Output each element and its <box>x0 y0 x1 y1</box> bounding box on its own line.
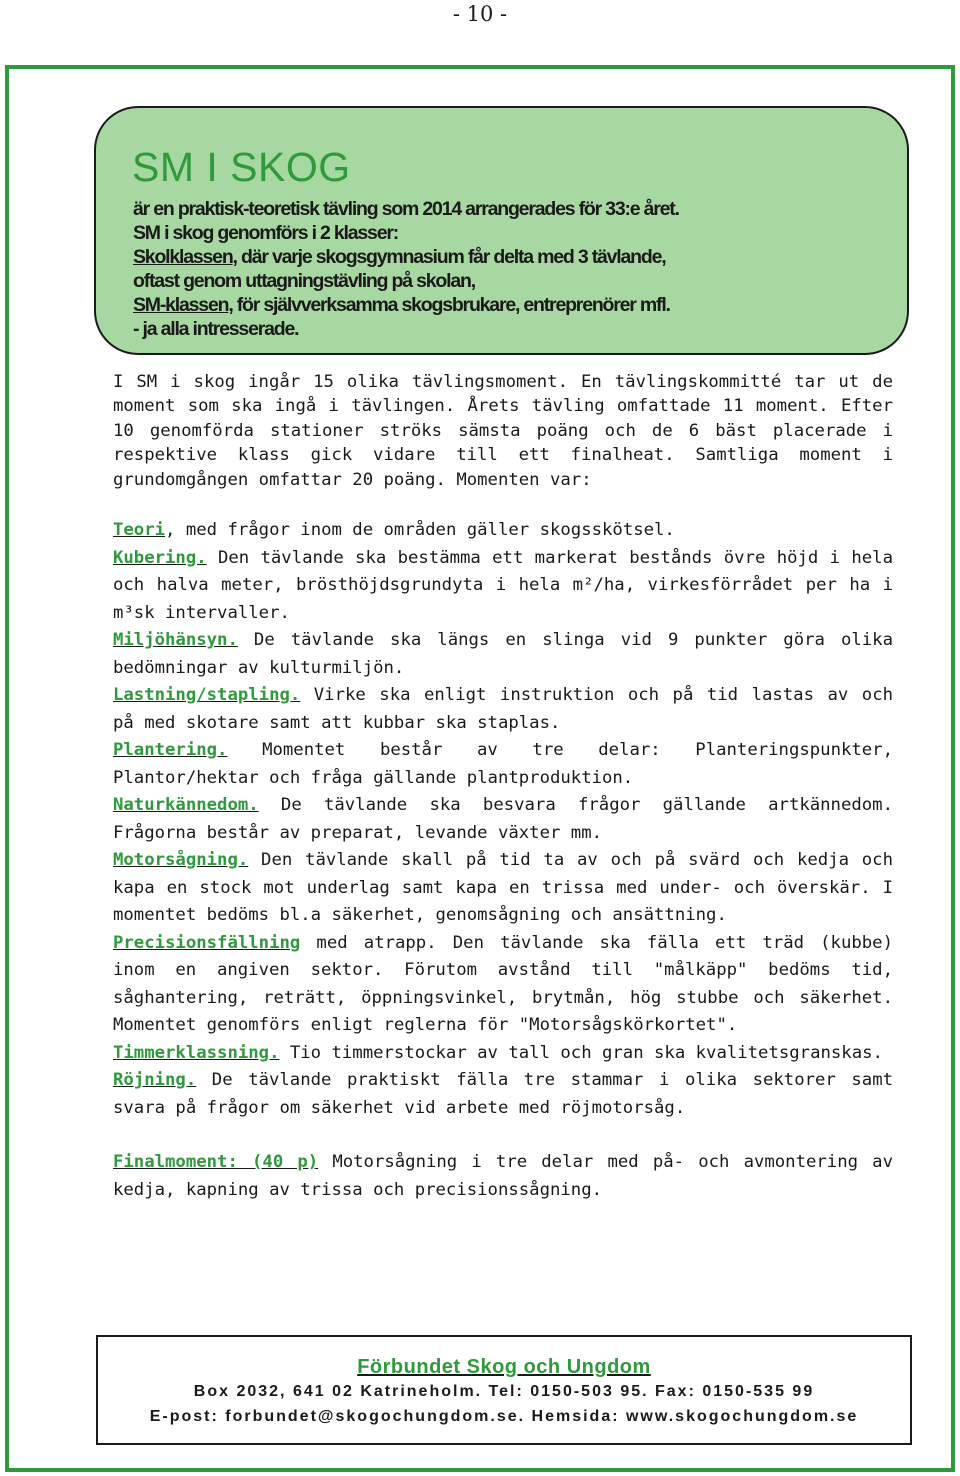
header-line-2: SM i skog genomförs i 2 klasser: <box>133 222 399 244</box>
moment-planting <box>113 737 893 792</box>
moment-scaling <box>113 545 893 628</box>
moment-text: Momentet består av tre delar: Planteringspunkter, Plantor/hektar och fråga gällande plantproduktion. <box>113 740 893 788</box>
moment-chainsaw <box>113 847 893 930</box>
moment-label: Precisionsfällning <box>113 932 301 953</box>
moment-text: Tio timmerstockar av tall och gran ska kvalitetsgranskas. <box>279 1042 883 1063</box>
moment-list <box>113 517 893 1122</box>
moment-text: , med frågor inom de områden gäller skogsskötsel. <box>165 520 675 541</box>
page-number: - 10 - <box>452 2 508 26</box>
header-line-1: är en praktisk-teoretisk tävling som 2014 arrangerades för 33:e året. <box>133 198 679 220</box>
moment-label: Motorsågning. <box>113 850 249 871</box>
moment-label: Naturkännedom. <box>113 795 259 816</box>
moment-precision-felling <box>113 930 893 1040</box>
moment-label: Kubering. <box>113 547 207 568</box>
footer-contact: E-post: forbundet@skogochungdom.se. Hemsida: www.skogochungdom.se <box>149 1408 859 1425</box>
moment-text: med atrapp. Den tävlande ska fälla ett träd (kubbe) inom en angiven sektor. Förutom avstånd till "målkäpp" bedöms tid, såghantering, reträtt, öppningsvinkel, brytmån, hög stubbe och säkerhet. Momentet genomförs enligt reglerna för "Motorsågskörkortet". <box>113 932 893 1036</box>
moment-label: Miljöhänsyn. <box>113 630 238 651</box>
moment-text: De tävlande ska längs en slinga vid 9 punkter göra olika bedömningar av kulturmiljön. <box>113 630 893 678</box>
body-text <box>113 370 893 1204</box>
moment-text: Den tävlande ska bestämma ett markerat bestånds övre höjd i hela och halva meter, brösthöjdsgrundyta i hela m²/ha, virkesförrådet per ha i m³sk intervaller. <box>113 547 893 623</box>
moment-text: Den tävlande skall på tid ta av och på svärd och kedja och kapa en stock mot underlag samt kapa en trissa med under- och överskär. I momentet bedöms bl.a säkerhet, genomsågning och ansättning. <box>113 850 893 926</box>
class-name-sm: SM-klassen <box>133 294 229 316</box>
header-line-6: - ja alla intresserade. <box>133 318 299 340</box>
moment-theory <box>113 517 893 545</box>
class-name-school: Skolklassen <box>133 246 233 268</box>
moment-text: De tävlande ska besvara frågor gällande artkännedom. Frågorna består av preparat, levande växter mm. <box>113 795 893 843</box>
page-frame <box>5 65 955 1472</box>
header-title: SM I SKOG <box>132 144 351 190</box>
footer-box <box>96 1335 912 1445</box>
moment-loading <box>113 682 893 737</box>
header-box <box>94 106 909 355</box>
moment-label: Lastning/stapling. <box>113 685 301 706</box>
header-lines <box>133 197 903 341</box>
footer-org-name: Förbundet Skog och Ungdom <box>357 1356 651 1378</box>
moment-text: De tävlande praktiskt fälla tre stammar i olika sektorer samt svara på frågor om säkerhet vid arbete med röjmotorsåg. <box>113 1070 893 1118</box>
moment-label: Timmerklassning. <box>113 1042 280 1063</box>
header-line-3 <box>133 245 903 269</box>
class-description-school: , där varje skogsgymnasium får delta med 3 tävlande, <box>232 246 666 268</box>
moment-label: Plantering. <box>113 740 228 761</box>
final-moment <box>113 1149 893 1204</box>
moment-text: Virke ska enligt instruktion och på tid lastas av och på med skotare samt att kubbar ska staplas. <box>113 685 893 733</box>
header-line-4: oftast genom uttagningstävling på skolan, <box>133 270 475 292</box>
moment-label: Teori <box>113 520 166 541</box>
class-description-sm: , för självverksamma skogsbrukare, entreprenörer mfl. <box>228 294 670 316</box>
moment-environment <box>113 627 893 682</box>
header-line-5 <box>133 293 903 317</box>
final-label: Finalmoment: (40 p) <box>113 1152 319 1173</box>
final-text: Motorsågning i tre delar med på- och avmontering av kedja, kapning av trissa och precisionssågning. <box>113 1152 893 1200</box>
moment-timber-grading <box>113 1040 893 1068</box>
moment-label: Röjning. <box>113 1070 197 1091</box>
intro-paragraph: I SM i skog ingår 15 olika tävlingsmoment. En tävlingskommitté tar ut de moment som ska ingå i tävlingen. Årets tävling omfattade 11 moment. Efter 10 genomförda stationer ströks sämsta poäng och de 6 bäst placerade i respektive klass gick vidare till ett finalheat. Samtliga moment i grundomgången omfattar 20 poäng. Momenten var: <box>113 372 893 490</box>
moment-nature-knowledge <box>113 792 893 847</box>
moment-clearing <box>113 1067 893 1122</box>
footer-address: Box 2032, 641 02 Katrineholm. Tel: 0150-503 95. Fax: 0150-535 99 <box>193 1383 815 1400</box>
